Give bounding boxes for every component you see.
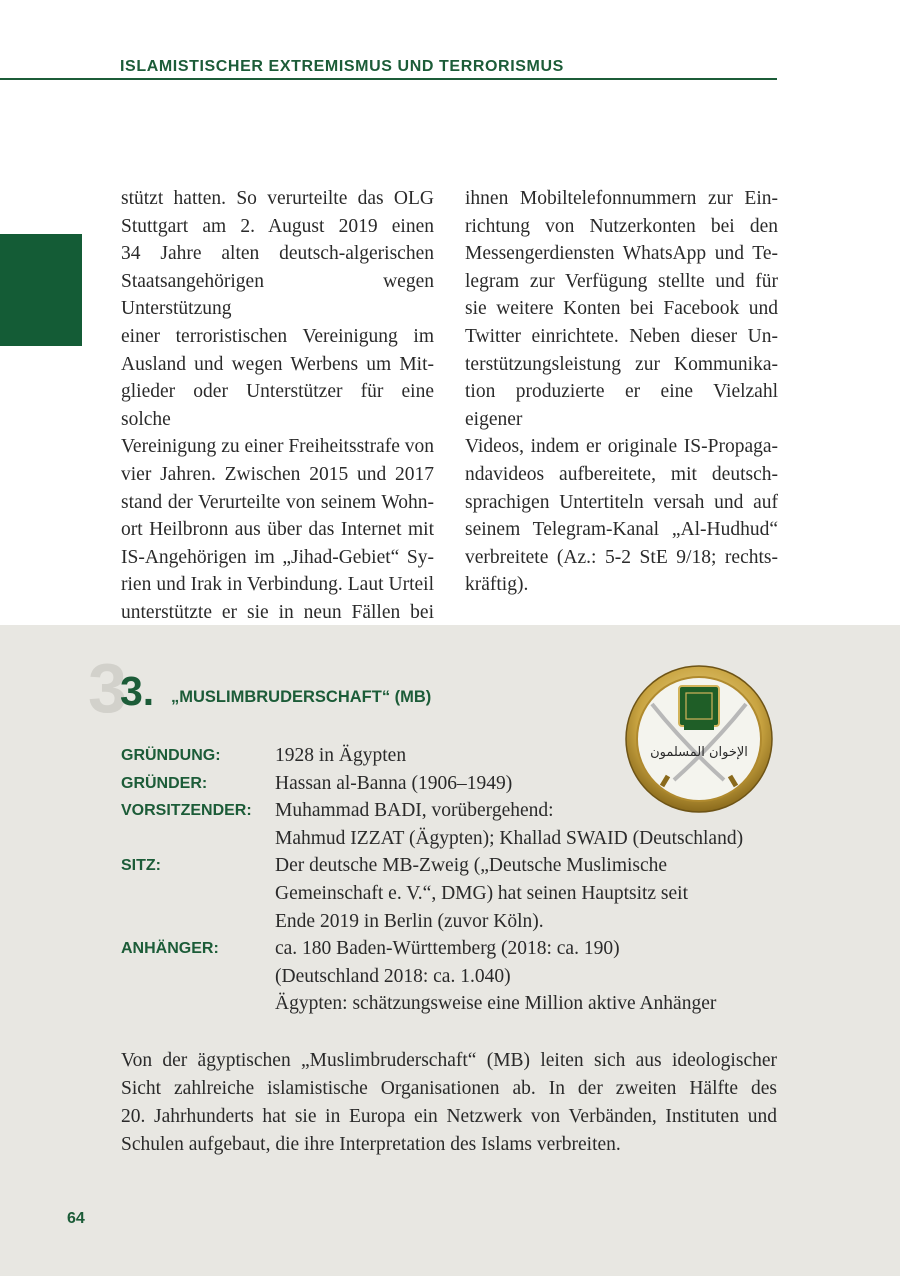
text-line: einer terroristischen Vereinigung im — [121, 325, 434, 347]
fact-label: GRÜNDUNG: — [121, 747, 221, 764]
text-line: Von der ägyptischen „Muslimbruderschaft“ (MB) leiten sich aus ideologischer — [121, 1050, 777, 1071]
fact-row-gruendung — [121, 742, 743, 770]
text-line: Vereinigung zu einer Freiheitsstrafe von — [121, 436, 434, 458]
text-line: 34 Jahre alten deutsch-algerischen — [121, 243, 434, 265]
header-rule — [0, 78, 777, 80]
fact-row-anhaenger — [121, 935, 743, 1018]
text-line: ort Heilbronn aus über das Internet mit — [121, 519, 434, 541]
text-line: kräftig). — [465, 574, 529, 596]
text-line: stand der Verurteilte von seinem Wohn- — [121, 491, 434, 513]
fact-value: (Deutschland 2018: ca. 1.040) — [275, 965, 511, 987]
text-line: terstützungsleistung zur Kommunika- — [465, 353, 778, 375]
text-line: verbreitete (Az.: 5-2 StE 9/18; rechts- — [465, 546, 778, 568]
text-line: ndavideos aufbereitete, mit deutsch- — [465, 463, 778, 485]
page-number: 64 — [67, 1210, 85, 1227]
text-line: Stuttgart am 2. August 2019 einen — [121, 215, 434, 237]
text-line: stützt hatten. So verurteilte das OLG — [121, 188, 434, 209]
text-line: sie weitere Konten bei Facebook und — [465, 298, 778, 320]
fact-value: Hassan al-Banna (1906–1949) — [275, 772, 513, 794]
text-line: vier Jahren. Zwischen 2015 und 2017 — [121, 463, 434, 485]
text-line: richtung von Nutzerkonten bei den — [465, 215, 778, 237]
text-line: ihnen Mobiltelefonnummern zur Ein- — [465, 188, 778, 209]
text-line: rien und Irak in Verbindung. Laut Urteil — [121, 574, 434, 596]
fact-value: Ende 2019 in Berlin (zuvor Köln). — [275, 910, 544, 932]
section-intro-paragraph — [121, 1047, 777, 1159]
text-line: 20. Jahrhunderts hat sie in Europa ein Netzwerk von Verbänden, Instituten und — [121, 1106, 777, 1127]
fact-value: 1928 in Ägypten — [275, 745, 407, 766]
text-line: sprachigen Untertiteln versah und auf — [465, 491, 778, 513]
text-line: Staatsangehörigen wegen Unterstützung — [121, 270, 434, 320]
fact-value: Muhammad BADI, vorübergehend: — [275, 800, 554, 822]
fact-value: ca. 180 Baden-Württemberg (2018: ca. 190) — [275, 938, 620, 960]
fact-label: VORSITZENDER: — [121, 802, 252, 820]
fact-value: Mahmud IZZAT (Ägypten); Khallad SWAID (Deutschland) — [275, 827, 744, 849]
body-column-left — [121, 185, 434, 654]
fact-sheet — [121, 742, 743, 1018]
text-line: IS-Angehörigen im „Jihad-Gebiet“ Sy- — [121, 546, 434, 568]
fact-row-vorsitzender — [121, 797, 743, 852]
body-column-right — [465, 185, 778, 599]
text-line: Videos, indem er originale IS-Propaga- — [465, 436, 778, 458]
running-head: ISLAMISTISCHER EXTREMISMUS UND TERRORISMUS — [120, 58, 564, 75]
fact-value: Gemeinschaft e. V.“, DMG) hat seinen Hauptsitz seit — [275, 882, 689, 904]
section-number: 3. — [120, 668, 155, 714]
text-line: tion produzierte er eine Vielzahl eigener — [465, 381, 778, 430]
fact-label: ANHÄNGER: — [121, 940, 219, 958]
section-title: „MUSLIMBRUDERSCHAFT“ (MB) — [171, 688, 432, 706]
text-line: Messengerdiensten WhatsApp und Te- — [465, 243, 778, 265]
text-line: Twitter einrichtete. Neben dieser Un- — [465, 325, 778, 347]
fact-row-gruender — [121, 770, 743, 798]
fact-label: SITZ: — [121, 857, 161, 875]
text-line: Ausland und wegen Werbens um Mit- — [121, 353, 434, 375]
chapter-marker-tab — [0, 234, 82, 346]
text-line: legram zur Verfügung stellte und für — [465, 270, 778, 292]
text-line: unterstützte er sie in neun Fällen bei — [121, 601, 434, 623]
emblem-arabic-text: الإخوان المسلمون — [650, 745, 748, 760]
text-line: Sicht zahlreiche islamistische Organisationen ab. In der zweiten Hälfte des — [121, 1078, 777, 1099]
fact-value: Ägypten: schätzungsweise eine Million aktive Anhänger — [275, 993, 717, 1015]
fact-value: Der deutsche MB-Zweig („Deutsche Muslimische — [275, 855, 668, 877]
text-line: Schulen aufgebaut, die ihre Interpretation des Islams verbreiten. — [121, 1134, 621, 1155]
section-number-shadow: 3 — [88, 649, 127, 727]
text-line: glieder oder Unterstützer für eine solche — [121, 381, 434, 430]
fact-row-sitz — [121, 852, 743, 935]
text-line: seinem Telegram-Kanal „Al-Hudhud“ — [465, 519, 778, 541]
fact-label: GRÜNDER: — [121, 774, 208, 792]
